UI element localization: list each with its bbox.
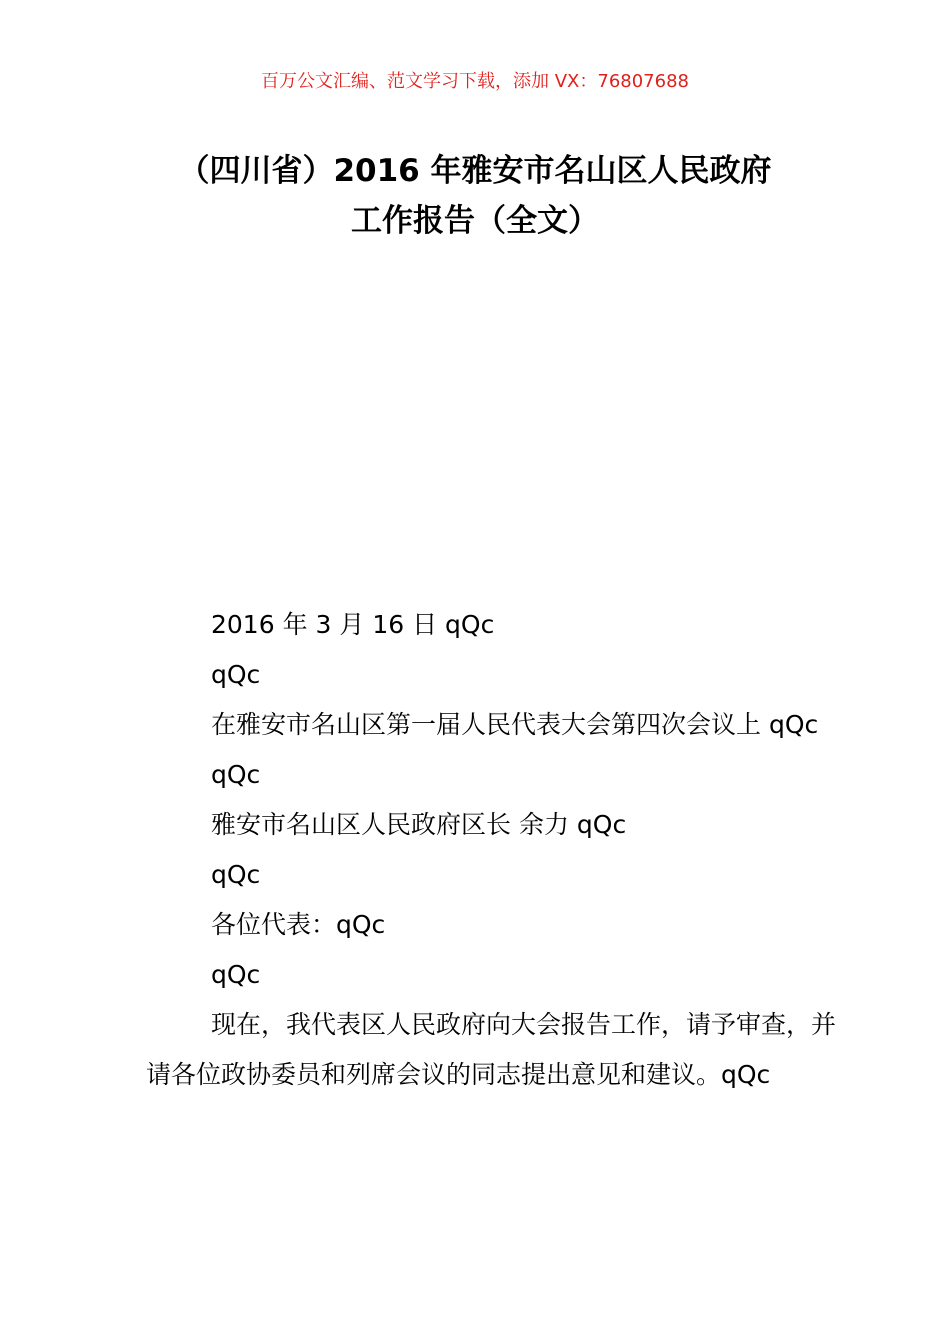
paragraph-speaker: 雅安市名山区人民政府区长 余力 qQc [211, 810, 627, 839]
title-line-2: 工作报告（全文） [351, 203, 599, 239]
paragraph-salutation: 各位代表：qQc [211, 910, 386, 939]
document-body [146, 600, 836, 1100]
paragraph: qQc [211, 760, 261, 789]
paragraph: qQc [211, 960, 261, 989]
paragraph-date: 2016 年 3 月 16 日 qQc [211, 610, 495, 639]
paragraph: qQc [211, 860, 261, 889]
header-note: 百万公文汇编、范文学习下载，添加 VX：76807688 [261, 71, 689, 92]
paragraph-occasion: 在雅安市名山区第一届人民代表大会第四次会议上 qQc [211, 710, 819, 739]
paragraph: qQc [211, 660, 261, 689]
title-line-1: （四川省）2016 年雅安市名山区人民政府 [178, 153, 772, 189]
paragraph-opening: 现在，我代表区人民政府向大会报告工作，请予审查，并请各位政协委员和列席会议的同志提出意见和建议。qQc [146, 1010, 837, 1089]
document-title [0, 146, 950, 246]
